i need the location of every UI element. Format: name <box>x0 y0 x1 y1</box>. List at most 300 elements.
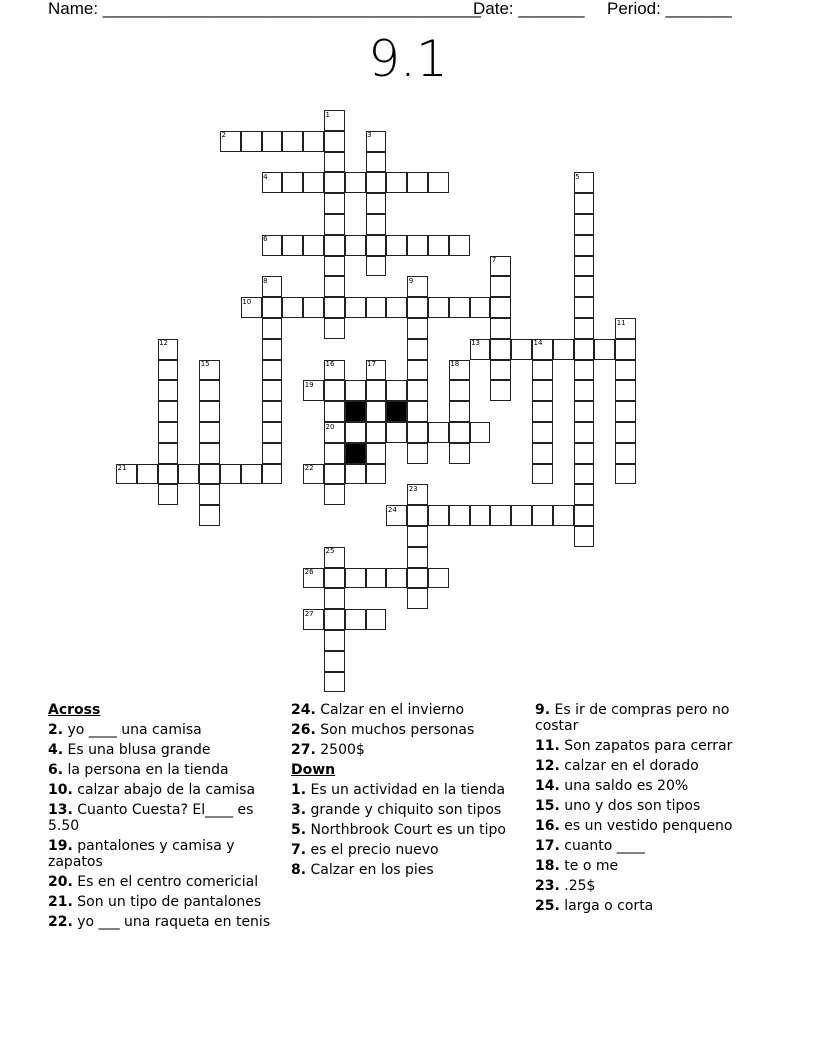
grid-cell[interactable] <box>511 339 532 360</box>
grid-cell[interactable] <box>303 464 324 485</box>
grid-cell[interactable] <box>262 339 283 360</box>
grid-cell[interactable] <box>366 172 387 193</box>
clue-number-24: 24 <box>387 505 397 514</box>
grid-cell[interactable] <box>574 422 595 443</box>
grid-cell[interactable] <box>303 568 324 589</box>
grid-cell[interactable] <box>407 318 428 339</box>
clue-text: uno y dos son tipos <box>559 798 701 814</box>
down-clue <box>535 758 773 774</box>
clue-text: Son muchos personas <box>315 722 475 738</box>
grid-cell[interactable] <box>158 484 179 505</box>
down-clue <box>535 702 773 734</box>
grid-cell[interactable] <box>324 131 345 152</box>
grid-cell[interactable] <box>428 422 449 443</box>
grid-cell[interactable] <box>490 339 511 360</box>
period-field-label[interactable]: Period: _______ <box>607 0 732 18</box>
clue-number: 16. <box>535 818 560 834</box>
grid-cell[interactable] <box>532 401 553 422</box>
grid-cell[interactable] <box>345 422 366 443</box>
grid-cell[interactable] <box>574 256 595 277</box>
grid-cell[interactable] <box>490 360 511 381</box>
grid-cell[interactable] <box>574 526 595 547</box>
grid-cell[interactable] <box>178 464 199 485</box>
grid-cell[interactable] <box>158 443 179 464</box>
across-clue <box>48 838 286 870</box>
down-clue <box>535 778 773 794</box>
date-field-label[interactable]: Date: _______ <box>473 0 585 18</box>
grid-cell[interactable] <box>137 464 158 485</box>
across-clue <box>48 894 286 910</box>
grid-cell[interactable] <box>574 214 595 235</box>
grid-cell[interactable] <box>407 276 428 297</box>
clue-number: 2. <box>48 722 64 738</box>
grid-cell[interactable] <box>241 131 262 152</box>
grid-cell[interactable] <box>386 568 407 589</box>
grid-cell[interactable] <box>407 297 428 318</box>
clue-number: 12. <box>535 758 560 774</box>
grid-cell[interactable] <box>407 484 428 505</box>
clue-number-15: 15 <box>200 360 210 369</box>
grid-cell[interactable] <box>594 339 615 360</box>
grid-cell[interactable] <box>324 297 345 318</box>
grid-cell[interactable] <box>386 422 407 443</box>
grid-cell[interactable] <box>158 422 179 443</box>
grid-cell[interactable] <box>199 443 220 464</box>
grid-cell[interactable] <box>366 422 387 443</box>
grid-cell[interactable] <box>574 484 595 505</box>
grid-cell[interactable] <box>574 235 595 256</box>
clue-number-26: 26 <box>304 568 314 577</box>
grid-cell[interactable] <box>366 297 387 318</box>
clue-number-1: 1 <box>325 110 330 119</box>
grid-cell[interactable] <box>366 256 387 277</box>
grid-cell[interactable] <box>324 484 345 505</box>
clue-text: yo ___ una raqueta en tenis <box>72 914 271 930</box>
clue-number-12: 12 <box>159 339 169 348</box>
clue-number: 9. <box>535 702 551 718</box>
clue-number: 1. <box>291 782 307 798</box>
clue-text: Es ir de compras pero no costar <box>535 702 734 734</box>
grid-cell[interactable] <box>428 297 449 318</box>
grid-cell[interactable] <box>615 339 636 360</box>
grid-cell[interactable] <box>324 214 345 235</box>
grid-cell[interactable] <box>262 276 283 297</box>
grid-cell[interactable] <box>345 464 366 485</box>
grid-cell[interactable] <box>532 464 553 485</box>
grid-cell[interactable] <box>532 422 553 443</box>
clue-number-25: 25 <box>325 547 335 556</box>
across-clue <box>48 802 286 834</box>
grid-cell[interactable] <box>262 318 283 339</box>
black-cell <box>345 443 366 464</box>
grid-cell[interactable] <box>303 235 324 256</box>
grid-cell[interactable] <box>158 401 179 422</box>
grid-cell[interactable] <box>303 131 324 152</box>
clue-number: 5. <box>291 822 307 838</box>
black-cell <box>345 401 366 422</box>
grid-cell[interactable] <box>366 131 387 152</box>
grid-cell[interactable] <box>366 152 387 173</box>
grid-cell[interactable] <box>324 630 345 651</box>
grid-cell[interactable] <box>199 380 220 401</box>
clue-number: 3. <box>291 802 307 818</box>
grid-cell[interactable] <box>470 297 491 318</box>
grid-cell[interactable] <box>366 443 387 464</box>
grid-cell[interactable] <box>199 484 220 505</box>
grid-cell[interactable] <box>366 235 387 256</box>
grid-cell[interactable] <box>366 360 387 381</box>
across-clue <box>291 722 529 738</box>
grid-cell[interactable] <box>449 505 470 526</box>
grid-cell[interactable] <box>407 422 428 443</box>
clue-number: 18. <box>535 858 560 874</box>
grid-cell[interactable] <box>574 443 595 464</box>
clues-column-3 <box>535 702 773 918</box>
grid-cell[interactable] <box>158 380 179 401</box>
grid-cell[interactable] <box>574 193 595 214</box>
grid-cell[interactable] <box>615 401 636 422</box>
grid-cell[interactable] <box>407 547 428 568</box>
grid-cell[interactable] <box>324 588 345 609</box>
clue-number-6: 6 <box>263 235 268 244</box>
grid-cell[interactable] <box>615 380 636 401</box>
grid-cell[interactable] <box>324 568 345 589</box>
down-clue <box>535 838 773 854</box>
grid-cell[interactable] <box>345 609 366 630</box>
down-clue <box>291 842 529 858</box>
grid-cell[interactable] <box>574 464 595 485</box>
clue-text: 2500$ <box>315 742 365 758</box>
clue-text: una saldo es 20% <box>559 778 689 794</box>
grid-cell[interactable] <box>324 672 345 693</box>
down-clue <box>535 738 773 754</box>
grid-cell[interactable] <box>158 360 179 381</box>
grid-cell[interactable] <box>449 360 470 381</box>
grid-cell[interactable] <box>324 276 345 297</box>
grid-cell[interactable] <box>407 235 428 256</box>
clue-text: .25$ <box>559 878 596 894</box>
grid-cell[interactable] <box>532 443 553 464</box>
clue-text: Es una blusa grande <box>63 742 211 758</box>
grid-cell[interactable] <box>158 464 179 485</box>
grid-cell[interactable] <box>407 526 428 547</box>
clue-text: grande y chiquito son tipos <box>306 802 502 818</box>
grid-cell[interactable] <box>262 235 283 256</box>
grid-cell[interactable] <box>324 464 345 485</box>
clue-text: Son un tipo de pantalones <box>72 894 262 910</box>
grid-cell[interactable] <box>324 235 345 256</box>
grid-cell[interactable] <box>490 318 511 339</box>
clue-number-19: 19 <box>304 380 314 389</box>
grid-cell[interactable] <box>324 547 345 568</box>
grid-cell[interactable] <box>366 401 387 422</box>
grid-cell[interactable] <box>407 360 428 381</box>
grid-cell[interactable] <box>574 505 595 526</box>
grid-cell[interactable] <box>220 131 241 152</box>
grid-cell[interactable] <box>407 380 428 401</box>
grid-cell[interactable] <box>282 297 303 318</box>
grid-cell[interactable] <box>366 214 387 235</box>
clue-text: Northbrook Court es un tipo <box>306 822 506 838</box>
grid-cell[interactable] <box>262 443 283 464</box>
clue-number: 15. <box>535 798 560 814</box>
across-clue <box>48 782 286 798</box>
clue-number-5: 5 <box>575 172 580 181</box>
grid-cell[interactable] <box>428 568 449 589</box>
grid-cell[interactable] <box>199 360 220 381</box>
clue-number: 27. <box>291 742 316 758</box>
grid-cell[interactable] <box>199 422 220 443</box>
clue-text: yo ____ una camisa <box>63 722 202 738</box>
page-title: 9.1 <box>368 30 448 88</box>
name-field-label[interactable]: Name: ________________________________________ <box>48 0 481 18</box>
down-clue <box>291 782 529 798</box>
clue-number-20: 20 <box>325 422 335 431</box>
grid-cell[interactable] <box>428 172 449 193</box>
clue-number-8: 8 <box>263 276 268 285</box>
grid-cell[interactable] <box>345 297 366 318</box>
grid-cell[interactable] <box>345 172 366 193</box>
clue-number: 22. <box>48 914 73 930</box>
grid-cell[interactable] <box>324 422 345 443</box>
grid-cell[interactable] <box>158 339 179 360</box>
grid-cell[interactable] <box>428 235 449 256</box>
grid-cell[interactable] <box>407 172 428 193</box>
clue-number-2: 2 <box>221 131 226 140</box>
grid-cell[interactable] <box>553 505 574 526</box>
grid-cell[interactable] <box>615 422 636 443</box>
clue-text: te o me <box>559 858 619 874</box>
grid-cell[interactable] <box>366 464 387 485</box>
grid-cell[interactable] <box>324 380 345 401</box>
clues-column-1 <box>48 702 286 934</box>
down-clue <box>535 798 773 814</box>
grid-cell[interactable] <box>574 172 595 193</box>
clue-number-14: 14 <box>533 339 543 348</box>
clue-number: 23. <box>535 878 560 894</box>
clue-text: pantalones y camisa y zapatos <box>48 838 239 870</box>
grid-cell[interactable] <box>428 505 449 526</box>
clue-number-27: 27 <box>304 609 314 618</box>
down-clue <box>291 862 529 878</box>
clue-number-4: 4 <box>263 172 268 181</box>
clue-text: es un vestido penqueno <box>559 818 733 834</box>
grid-cell[interactable] <box>324 401 345 422</box>
across-clue <box>48 742 286 758</box>
clue-number: 20. <box>48 874 73 890</box>
grid-cell[interactable] <box>470 422 491 443</box>
clue-number: 24. <box>291 702 316 718</box>
down-clue <box>535 898 773 914</box>
clue-text: es el precio nuevo <box>306 842 439 858</box>
clue-text: calzar en el dorado <box>559 758 699 774</box>
grid-cell[interactable] <box>490 380 511 401</box>
grid-cell[interactable] <box>199 401 220 422</box>
grid-cell[interactable] <box>407 588 428 609</box>
grid-cell[interactable] <box>199 464 220 485</box>
clue-text: Es en el centro comericial <box>72 874 259 890</box>
across-clue <box>291 742 529 758</box>
clue-number-9: 9 <box>408 276 414 285</box>
grid-cell[interactable] <box>574 401 595 422</box>
clue-number: 8. <box>291 862 307 878</box>
down-clue <box>291 802 529 818</box>
grid-cell[interactable] <box>386 297 407 318</box>
grid-cell[interactable] <box>324 360 345 381</box>
grid-cell[interactable] <box>220 464 241 485</box>
clue-number: 19. <box>48 838 73 854</box>
grid-cell[interactable] <box>574 297 595 318</box>
clue-text: Cuanto Cuesta? El____ es 5.50 <box>48 802 258 834</box>
grid-cell[interactable] <box>470 505 491 526</box>
grid-cell[interactable] <box>615 443 636 464</box>
grid-cell[interactable] <box>532 360 553 381</box>
across-clue <box>48 762 286 778</box>
grid-cell[interactable] <box>449 401 470 422</box>
clue-number: 17. <box>535 838 560 854</box>
grid-cell[interactable] <box>303 297 324 318</box>
grid-cell[interactable] <box>407 339 428 360</box>
across-clue <box>291 702 529 718</box>
clue-number-18: 18 <box>450 360 460 369</box>
across-clue <box>48 914 286 930</box>
grid-cell[interactable] <box>407 505 428 526</box>
grid-cell[interactable] <box>490 297 511 318</box>
grid-cell[interactable] <box>345 568 366 589</box>
grid-cell[interactable] <box>532 380 553 401</box>
grid-cell[interactable] <box>366 193 387 214</box>
grid-cell[interactable] <box>470 339 491 360</box>
grid-cell[interactable] <box>386 235 407 256</box>
grid-cell[interactable] <box>449 443 470 464</box>
grid-cell[interactable] <box>574 276 595 297</box>
grid-cell[interactable] <box>490 256 511 277</box>
grid-cell[interactable] <box>324 651 345 672</box>
across-clue <box>48 874 286 890</box>
grid-cell[interactable] <box>303 609 324 630</box>
grid-cell[interactable] <box>324 443 345 464</box>
clue-number-23: 23 <box>408 484 418 493</box>
grid-cell[interactable] <box>490 505 511 526</box>
grid-cell[interactable] <box>241 297 262 318</box>
grid-cell[interactable] <box>324 193 345 214</box>
clue-number: 25. <box>535 898 560 914</box>
grid-cell[interactable] <box>615 318 636 339</box>
clue-number-17: 17 <box>367 360 377 369</box>
clue-text: larga o corta <box>559 898 654 914</box>
grid-cell[interactable] <box>324 110 345 131</box>
grid-cell[interactable] <box>345 380 366 401</box>
grid-cell[interactable] <box>262 401 283 422</box>
grid-cell[interactable] <box>407 401 428 422</box>
clue-text: Son zapatos para cerrar <box>559 738 733 754</box>
grid-cell[interactable] <box>574 339 595 360</box>
grid-cell[interactable] <box>262 131 283 152</box>
grid-cell[interactable] <box>615 464 636 485</box>
clue-text: Es un actividad en la tienda <box>306 782 506 798</box>
clue-text: Calzar en los pies <box>306 862 434 878</box>
grid-cell[interactable] <box>511 505 532 526</box>
clue-number-10: 10 <box>242 297 252 306</box>
grid-cell[interactable] <box>324 172 345 193</box>
clue-number-21: 21 <box>117 464 127 473</box>
grid-cell[interactable] <box>303 172 324 193</box>
grid-cell[interactable] <box>324 318 345 339</box>
grid-cell[interactable] <box>449 297 470 318</box>
down-clue <box>291 822 529 838</box>
clue-number: 14. <box>535 778 560 794</box>
clue-text: la persona en la tienda <box>63 762 229 778</box>
grid-cell[interactable] <box>324 152 345 173</box>
grid-cell[interactable] <box>282 131 303 152</box>
down-clue <box>535 818 773 834</box>
clue-number-3: 3 <box>367 131 372 140</box>
grid-cell[interactable] <box>407 568 428 589</box>
grid-cell[interactable] <box>241 464 262 485</box>
down-clue <box>535 878 773 894</box>
grid-cell[interactable] <box>262 380 283 401</box>
clue-number: 6. <box>48 762 64 778</box>
clue-number: 4. <box>48 742 64 758</box>
grid-cell[interactable] <box>366 609 387 630</box>
grid-cell[interactable] <box>386 172 407 193</box>
grid-cell[interactable] <box>366 380 387 401</box>
grid-cell[interactable] <box>345 235 366 256</box>
grid-cell[interactable] <box>449 235 470 256</box>
clue-number: 26. <box>291 722 316 738</box>
clue-number-7: 7 <box>491 256 497 265</box>
grid-cell[interactable] <box>262 422 283 443</box>
grid-cell[interactable] <box>553 339 574 360</box>
grid-cell[interactable] <box>324 256 345 277</box>
grid-cell[interactable] <box>574 360 595 381</box>
grid-cell[interactable] <box>574 380 595 401</box>
clue-number-16: 16 <box>325 360 335 369</box>
grid-cell[interactable] <box>116 464 137 485</box>
clues-column-2 <box>291 702 529 882</box>
grid-cell[interactable] <box>282 172 303 193</box>
grid-cell[interactable] <box>303 380 324 401</box>
grid-cell[interactable] <box>199 505 220 526</box>
grid-cell[interactable] <box>262 172 283 193</box>
clue-number: 11. <box>535 738 560 754</box>
clue-number-13: 13 <box>471 339 481 348</box>
grid-cell[interactable] <box>262 464 283 485</box>
grid-cell[interactable] <box>262 297 283 318</box>
grid-cell[interactable] <box>449 380 470 401</box>
down-heading: Down <box>291 762 336 778</box>
down-clue <box>535 858 773 874</box>
grid-cell[interactable] <box>366 568 387 589</box>
grid-cell[interactable] <box>407 443 428 464</box>
grid-cell[interactable] <box>532 505 553 526</box>
grid-cell[interactable] <box>490 276 511 297</box>
grid-cell[interactable] <box>262 360 283 381</box>
grid-cell[interactable] <box>532 339 553 360</box>
grid-cell[interactable] <box>282 235 303 256</box>
grid-cell[interactable] <box>324 609 345 630</box>
clue-number-11: 11 <box>616 318 626 327</box>
grid-cell[interactable] <box>386 380 407 401</box>
clue-number: 13. <box>48 802 73 818</box>
clue-number-22: 22 <box>304 464 314 473</box>
grid-cell[interactable] <box>574 318 595 339</box>
clue-text: calzar abajo de la camisa <box>72 782 256 798</box>
grid-cell[interactable] <box>386 505 407 526</box>
clue-number: 10. <box>48 782 73 798</box>
grid-cell[interactable] <box>615 360 636 381</box>
grid-cell[interactable] <box>449 422 470 443</box>
